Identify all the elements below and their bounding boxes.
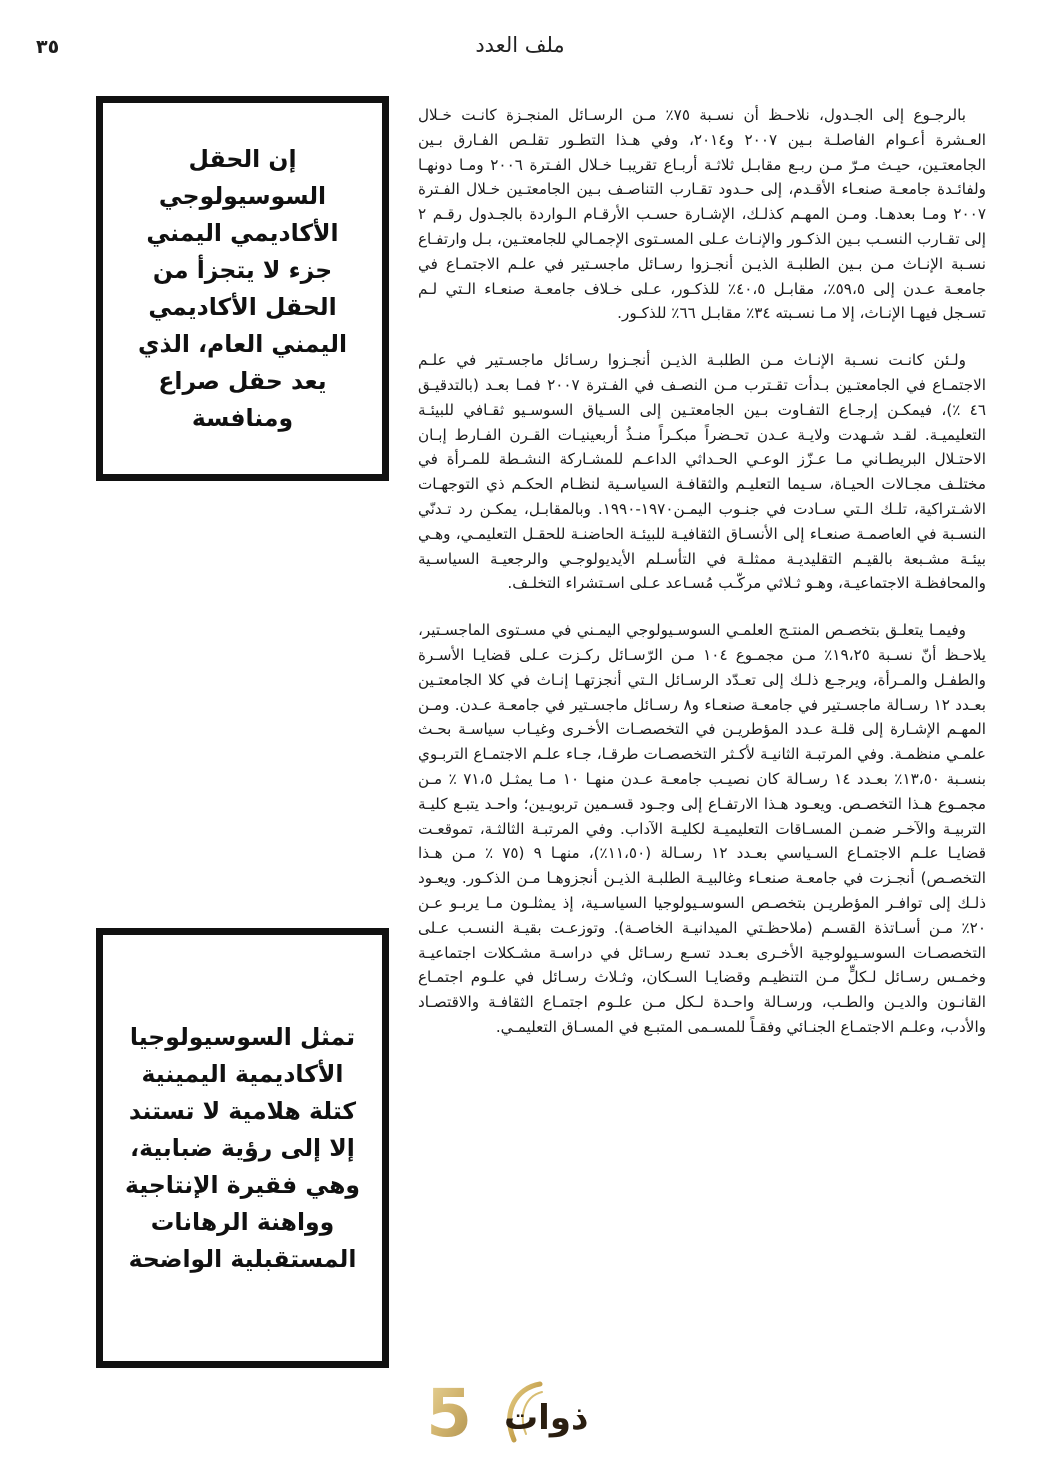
dhawat-logo: [426, 1375, 610, 1452]
running-head: ملف العدد: [475, 33, 565, 57]
article-paragraph: وفيمـا يتعلـق بتخصـص المنتـج العلمـي السوسـيولوجي اليمـني في مسـتوى الماجسـتير، يلاحـظ أنّ نسـبة ١٩،٢٥٪ مـن مجمـوع ١٠٤ مـن الرّسـائل ركـزت عـلى قضايـا الأسـرة والطفـل والمـرأة، ويرجـع ذلـك إلى تعـدّد الرسـائل الـتي أنجزتهـا إنـاث في كلا الجامعتـين بعـدد ١٢ رسـالة ماجسـتير في جامعـة صنعـاء و٨ رسـائل ماجسـتير في جامعـة عـدن. ومـن المهـم الإشـارة إلى قلـة عـدد المؤطريـن في التخصصـات الأخـرى وغيـاب سياسـة بحـث علمـي منظمـة. وفي المرتبـة الثانيـة لأكـثر التخصصـات طرقـا، جـاء علـم الاجتمـاع التربـوي بنسـبة ١٣،٥٠٪ بعـدد ١٤ رسـالة كان نصيـب جامعـة عـدن منهـا ١٠ مـا يمثـل ٧١،٥ ٪ مـن مجمـوع هـذا التخصـص. ويعـود هـذا الارتفـاع إلى وجـود قسـمين تربويـين؛ واحـد يتبـع كليـة التربيـة والآخـر ضمـن المسـاقات التعليميـة لكليـة الآداب. وفي المرتبـة الثالثـة، تموقعـت قضايـا علـم الاجتمـاع السـياسي بعـدد ١٢ رسـالة (١١،٥٠٪)، منهـا ٩ (٧٥ ٪ مـن هـذا التخصـص) أنجـزت في جامعـة صنعـاء وغالبيـة الطلبـة الذيـن أنجزوهـا مـن الذكـور. ويعـود ذلـك إلى توافـر المؤطريـن بتخصـص السوسـيولوجيا السياسـية، إذ يمثلـون مـا يربـو عـن ٢٠٪ مـن أسـاتذة القسـم (ملاحظـتي الميدانيـة الخاصـة). وتوزعـت بقيـة النسـب عـلى التخصصـات السوسـيولوجية الأخـرى بعـدد تسـع رسـائل في دراسـة مشـكلات اجتماعيـة وخمـس رسـائل لـكلٍّ مـن التنظيـم وقضايـا السـكان، وثـلاث رسـائل في علـوم اجتمـاع القانـون والديـن والطـب، ورسـالة واحـدة لـكل مـن علـوم اجتمـاع الثقافـة والاقتصـاد والأدب، وعلـم الاجتمـاع الجنـائي وفقـاً للمسـمى المتبـع في المسـاق التعليمـي.: [418, 621, 986, 1036]
svg-text:5: 5: [426, 1375, 472, 1452]
pull-quote-text: إن الحقل السوسيولوجي الأكاديمي اليمني جزء لا يتجزأ من الحقل الأكاديمي اليمني العام، الذي يعد حقل صراع ومنافسة: [137, 144, 348, 432]
pull-quote-text: تمثل السوسيولوجيا الأكاديمية اليمينية كتلة هلامية لا تستند إلا إلى رؤية ضبابية، وهي فقيرة الإنتاجية وواهنة الرهانات المستقبلية الواضحة: [125, 1022, 360, 1273]
logo-wordmark: ذوات: [504, 1398, 589, 1438]
article-paragraph: بالرجـوع إلى الجـدول، نلاحـظ أن نسـبة ٧٥٪ مـن الرسـائل المنجـزة كانـت خـلال العـشرة أعـوام الفاصلـة بـين ٢٠٠٧ و٢٠١٤، وفي هـذا التطـور تقلـص الفـارق بـين الجامعتـين، حيـث مـرّ مـن ربـع مقابـل ثلاثـة أربـاع تقريبـا خـلال الفـترة ٢٠٠٦ ومـا دونهـا ولفائـدة جامعـة صنعـاء الأقـدم، إلى حـدود تقـارب التناصـف بـين الجامعتـين خـلال الفـترة ٢٠٠٧ ومـا بعدهـا. ومـن المهـم كذلـك، الإشـارة حسـب الأرقـام الـواردة بالجـدول رقـم ٢ إلى تقـارب النسـب بـين الذكـور والإنـاث عـلى المسـتوى الإجمـالي للجامعتـين، بـل وارتفـاع نسـبة الإنـاث مـن بـين الطلبـة الذيـن أنجـزوا رسـائل ماجسـتير في علـم الاجتمـاع في جامعـة عـدن إلى ٥٩،٥٪، مقابـل ٤٠،٥٪ للذكـور، عـلى خـلاف جامعـة صنعـاء الـتي لـم تسـجل فيهـا الإنـاث، إلا مـا نسـبته ٣٤٪ مقابـل ٦٦٪ للذكـور.: [418, 106, 987, 323]
pull-quote: [96, 96, 389, 481]
pull-quote: [96, 928, 389, 1368]
article-paragraph: ولـئن كانـت نسـبة الإنـاث مـن الطلبـة الذيـن أنجـزوا رسـائل ماجسـتير في علـم الاجتمـاع في الجامعتـين بـدأت تقـترب مـن النصـف في الفـترة ٢٠٠٧ فمـا بعـد (بالتدقيـق ٤٦ ٪)، فيمكـن إرجـاع التفـاوت بـين الجامعتـين إلى السـياق السوسـيو ثقـافي للبيئـة التعليميـة. لقـد شـهدت ولايـة عـدن تحـضراً مبكـراً منـذُ أربعينيـات القـرن الفـارط إبـان الاحتـلال البريطـاني مـا عـزّز الوعـي الحـداثي الداعـم للمشـاركة النشـطة للمـرأة في مختلـف مجـالات الحيـاة، سـيما التعليـم والثقافـة السياسـية لنظـام الحكـم ذي التوجهـات الاشـتراكية، تلـك الـتي سـادت في جنـوب اليمـن١٩٧٠-١٩٩٠. وبالمقابـل، يمكـن رد تـدنّي النسـبة في العاصمـة صنعـاء إلى الأنسـاق الثقافيـة للبيئـة الحاضنـة للحقـل التعليمـي، وهـي بيئـة مشـبعة بالقيـم التقليديـة ممثلـة في التأسـلم الأيديولوجـي والرجعيـة السياسـية والمحافظـة الاجتماعيـة، وهـو ثـلاثي مركّـب مُسـاعد عـلى اسـتشراء التخلـف.: [418, 351, 987, 593]
page-number: ٣٥: [36, 36, 60, 58]
article-body: [418, 103, 986, 1062]
